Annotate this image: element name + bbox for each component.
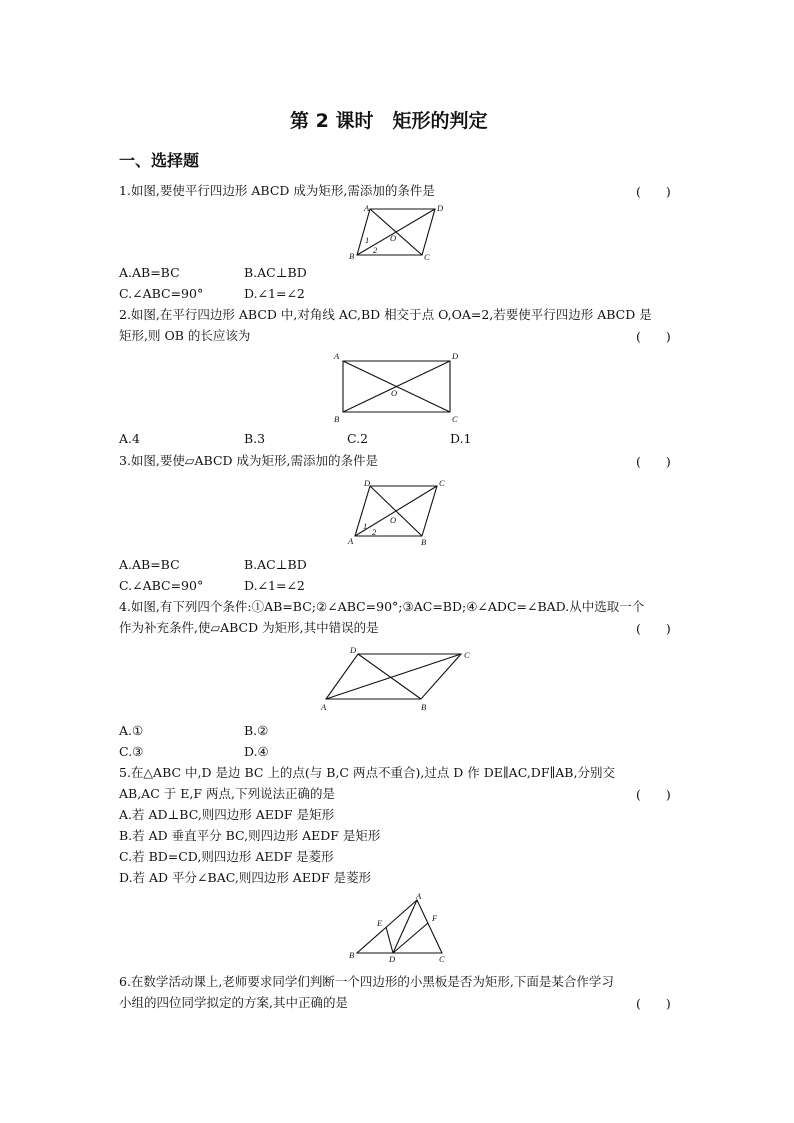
question-3-option-c: C.∠ABC=90° bbox=[119, 578, 204, 593]
question-1-option-c: C.∠ABC=90° bbox=[119, 286, 204, 301]
vertex-label-c: C bbox=[424, 252, 430, 262]
center-label-o: O bbox=[391, 388, 398, 398]
vertex-label-c: C bbox=[452, 414, 458, 424]
segment-de bbox=[386, 927, 393, 953]
question-5-answer-paren: ( ) bbox=[636, 787, 671, 802]
question-3-option-a: A.AB=BC bbox=[119, 557, 180, 572]
vertex-label-c: C bbox=[439, 954, 445, 964]
question-5-option-b: B.若 AD 垂直平分 BC,则四边形 AEDF 是矩形 bbox=[119, 828, 381, 843]
vertex-label-a: A bbox=[416, 891, 422, 901]
point-label-d: D bbox=[389, 954, 396, 964]
point-label-f: F bbox=[432, 913, 438, 923]
vertex-label-a: A bbox=[334, 351, 340, 361]
vertex-label-a: A bbox=[321, 702, 327, 712]
question-2-option-b: B.3 bbox=[244, 431, 266, 446]
question-6-text-line2: 小组的四位同学拟定的方案,其中正确的是 bbox=[119, 995, 348, 1010]
question-6-text-line1: 6.在数学活动课上,老师要求同学们判断一个四边形的小黑板是否为矩形,下面是某合作学习 bbox=[119, 974, 614, 989]
question-1-option-b: B.AC⊥BD bbox=[244, 265, 307, 280]
question-4-answer-paren: ( ) bbox=[636, 621, 671, 636]
question-4-parallelogram-diagram bbox=[318, 644, 478, 712]
page-title: 第 2 课时 矩形的判定 bbox=[290, 110, 488, 132]
question-2-option-a: A.4 bbox=[119, 431, 140, 446]
question-2-answer-paren: ( ) bbox=[636, 329, 671, 344]
angle-label-2: 2 bbox=[373, 245, 378, 255]
question-3-answer-paren: ( ) bbox=[636, 454, 671, 469]
question-3-text: 3.如图,要使▱ABCD 成为矩形,需添加的条件是 bbox=[119, 453, 378, 468]
vertex-label-d: D bbox=[364, 478, 371, 488]
question-1-parallelogram-diagram bbox=[344, 200, 454, 264]
vertex-label-a: A bbox=[364, 203, 370, 213]
question-4-option-d: D.④ bbox=[244, 744, 269, 759]
question-1-answer-paren: ( ) bbox=[636, 184, 671, 199]
diagonal-bd bbox=[357, 209, 435, 255]
question-4-option-a: A.① bbox=[119, 723, 144, 738]
question-5-text-line2: AB,AC 于 E,F 两点,下列说法正确的是 bbox=[119, 786, 335, 801]
question-3-option-b: B.AC⊥BD bbox=[244, 557, 307, 572]
angle-label-2: 2 bbox=[372, 527, 377, 537]
question-3-option-d: D.∠1=∠2 bbox=[244, 578, 305, 593]
question-6-answer-paren: ( ) bbox=[636, 996, 671, 1011]
vertex-label-b: B bbox=[421, 537, 427, 547]
question-2-text-line2: 矩形,则 OB 的长应该为 bbox=[119, 328, 251, 343]
vertex-label-d: D bbox=[350, 645, 357, 655]
question-2-rectangle-diagram bbox=[330, 348, 465, 426]
vertex-label-d: D bbox=[437, 203, 444, 213]
question-4-text-line2: 作为补充条件,使▱ABCD 为矩形,其中错误的是 bbox=[119, 620, 379, 635]
question-2-text-line1: 2.如图,在平行四边形 ABCD 中,对角线 AC,BD 相交于点 O,OA=2,若要使平行四边形 ABCD 是 bbox=[119, 307, 652, 322]
triangle-abc-outline bbox=[357, 900, 442, 953]
center-label-o: O bbox=[390, 515, 397, 525]
vertex-label-b: B bbox=[334, 414, 340, 424]
question-5-text-line1: 5.在△ABC 中,D 是边 BC 上的点(与 B,C 两点不重合),过点 D 作 DE∥AC,DF∥AB,分别交 bbox=[119, 765, 615, 780]
question-1-option-d: D.∠1=∠2 bbox=[244, 286, 305, 301]
question-2-option-c: C.2 bbox=[347, 431, 369, 446]
question-5-triangle-diagram bbox=[344, 890, 454, 964]
segment-df bbox=[393, 923, 428, 953]
section-heading: 一、选择题 bbox=[119, 151, 200, 170]
diagonal-db bbox=[358, 654, 421, 699]
angle-label-1: 1 bbox=[363, 521, 368, 531]
question-4-option-b: B.② bbox=[244, 723, 269, 738]
vertex-label-b: B bbox=[421, 702, 427, 712]
question-5-option-d: D.若 AD 平分∠BAC,则四边形 AEDF 是菱形 bbox=[119, 870, 372, 885]
question-1-option-a: A.AB=BC bbox=[119, 265, 180, 280]
question-2-option-d: D.1 bbox=[450, 431, 472, 446]
vertex-label-b: B bbox=[349, 950, 355, 960]
angle-label-1: 1 bbox=[365, 235, 370, 245]
vertex-label-d: D bbox=[452, 351, 459, 361]
point-label-e: E bbox=[377, 918, 383, 928]
center-label-o: O bbox=[390, 233, 397, 243]
question-5-option-a: A.若 AD⊥BC,则四边形 AEDF 是矩形 bbox=[119, 807, 335, 822]
question-4-text-line1: 4.如图,有下列四个条件:①AB=BC;②∠ABC=90°;③AC=BD;④∠ADC=∠BAD.从中选取一个 bbox=[119, 599, 645, 614]
vertex-label-b: B bbox=[349, 251, 355, 261]
segment-ad bbox=[393, 900, 417, 953]
vertex-label-a: A bbox=[348, 536, 354, 546]
vertex-label-c: C bbox=[439, 478, 445, 488]
question-4-option-c: C.③ bbox=[119, 744, 144, 759]
vertex-label-c: C bbox=[464, 650, 470, 660]
question-1-text: 1.如图,要使平行四边形 ABCD 成为矩形,需添加的条件是 bbox=[119, 183, 435, 198]
question-5-option-c: C.若 BD=CD,则四边形 AEDF 是菱形 bbox=[119, 849, 334, 864]
question-3-parallelogram-diagram bbox=[343, 476, 455, 548]
